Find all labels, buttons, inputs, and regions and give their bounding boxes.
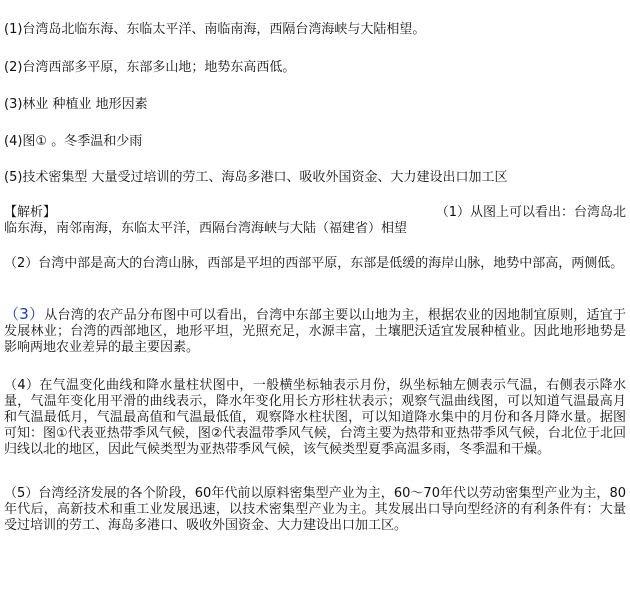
analysis-p2: （2）台湾中部是高大的台湾山脉，西部是平坦的西部平原，东部是低缓的海岸山脉，地势中部高，两侧低。 [4, 256, 624, 271]
analysis-p5: （5）台湾经济发展的各个阶段，60年代前以原料密集型产业为主，60～70年代以劳动密集型产业为主，80年代后，高新技术和重工业发展迅速，以技术密集型产业为主。其发展出口导向型经济的有利条件有：大量受过培训的劳工、海岛多港口、吸收外国资金、大力建设出口加工区。 [4, 486, 626, 533]
analysis-label: 【解析】 [4, 205, 57, 220]
answer-1: (1)台湾岛北临东海、东临太平洋、南临南海，西隔台湾海峡与大陆相望。 [4, 22, 426, 37]
answer-2: (2)台湾西部多平原，东部多山地；地势东高西低。 [4, 60, 296, 75]
analysis-p1-first: （1）从图上可以看出：台湾岛北 [435, 205, 626, 220]
analysis-p3-number: （3） [4, 305, 45, 323]
answer-3: (3)林业 种植业 地形因素 [4, 97, 148, 112]
analysis-p3-text: 从台湾的农产品分布图中可以看出，台湾中东部主要以山地为主，根据农业的因地制宜原则，适宜于发展林业；台湾的西部地区，地形平坦，光照充足，水源丰富，土壤肥沃适宜发展种植业。因此地形地势是影响两地农业差异的最主要因素。 [4, 308, 626, 355]
analysis-p1-rest: 临东海，南邻南海，东临太平洋，西隔台湾海峡与大陆（福建省）相望 [4, 221, 408, 236]
answer-4: (4)图① 。冬季温和少雨 [4, 134, 143, 149]
answer-5: (5)技术密集型 大量受过培训的劳工、海岛多港口、吸收外国资金、大力建设出口加工区 [4, 170, 508, 185]
analysis-p4: （4）在气温变化曲线和降水量柱状图中，一般横坐标轴表示月份，纵坐标轴左侧表示气温，右侧表示降水量，气温年变化用平滑的曲线表示，降水年变化用长方形柱状表示；观察气温曲线图，可以知道气温最高月和气温最低月，气温最高值和气温最低值，观察降水柱状图，可以知道降水集中的月份和各月降水量。据图可知：图①代表亚热带季风气候，图②代表温带季风气候，台湾主要为热带和亚热带季风气候，台北位于北回归线以北的地区，因此气候类型为亚热带季风气候，该气候类型夏季高温多雨，冬季温和干燥。 [4, 378, 626, 457]
analysis-p3 [4, 306, 626, 356]
